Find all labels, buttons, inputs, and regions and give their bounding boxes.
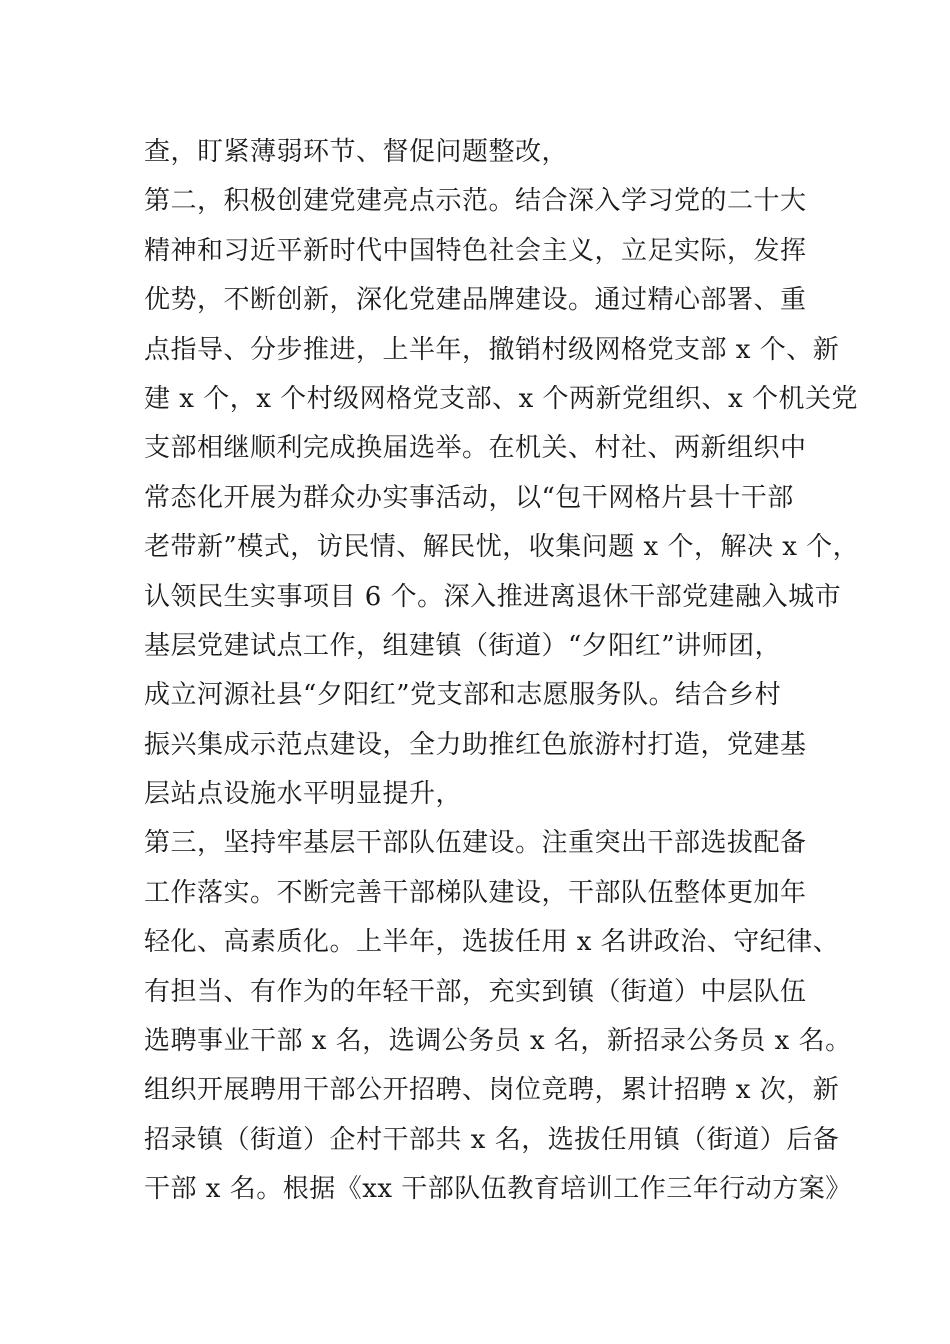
text-line: 老带新”模式，访民情、解民忧，收集问题 x 个，解决 x 个， [144,532,860,563]
body-text [144,128,860,1215]
text-line: 认领民生实事项目 6 个。深入推进离退休干部党建融入城市 [144,581,842,612]
text-line: 组织开展聘用干部公开招聘、岗位竞聘，累计招聘 x 次，新 [144,1075,840,1106]
text-line: 基层党建试点工作，组建镇（街道）“夕阳红”讲师团， [144,630,782,661]
text-line: 优势，不断创新，深化党建品牌建设。通过精心部署、重 [144,285,807,316]
text-line: 建 x 个，x 个村级网格党支部、x 个两新党组织、x 个机关党 [144,383,858,414]
text-line: 振兴集成示范点建设，全力助推红色旅游村打造，党建基 [144,729,807,760]
text-line: 第三，坚持牢基层干部队伍建设。注重突出干部选拔配备 [144,828,807,859]
text-line: 工作落实。不断完善干部梯队建设，干部队伍整体更加年 [144,877,807,908]
text-line: 点指导、分步推进，上半年，撤销村级网格党支部 x 个、新 [144,334,840,365]
text-line: 选聘事业干部 x 名，选调公务员 x 名，新招录公务员 x 名。 [144,1026,852,1057]
text-line: 招录镇（街道）企村干部共 x 名，选拔任用镇（街道）后备 [144,1124,840,1155]
text-line: 第二，积极创建党建亮点示范。结合深入学习党的二十大 [144,186,807,217]
text-line: 支部相继顺利完成换届选举。在机关、村社、两新组织中 [144,433,807,464]
text-line: 干部 x 名。根据《xx 干部队伍教育培训工作三年行动方案》 [144,1174,852,1205]
text-line: 成立河源社县“夕阳红”党支部和志愿服务队。结合乡村 [144,680,782,711]
text-line: 常态化开展为群众办实事活动，以“包干网格片县十干部 [144,482,794,513]
text-line: 层站点设施水平明显提升， [144,779,463,810]
text-line: 有担当、有作为的年轻干部，充实到镇（街道）中层队伍 [144,976,807,1007]
text-line: 精神和习近平新时代中国特色社会主义，立足实际，发挥 [144,235,807,266]
text-line: 轻化、高素质化。上半年，选拔任用 x 名讲政治、守纪律、 [144,927,840,958]
text-line: 查，盯紧薄弱环节、督促问题整改， [144,137,569,167]
